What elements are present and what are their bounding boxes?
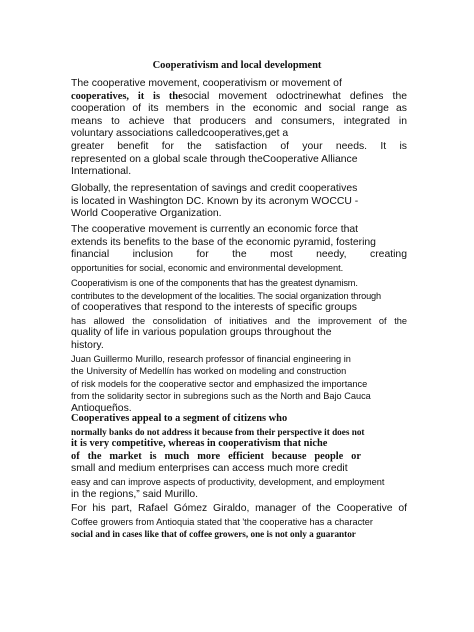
paragraph-6	[71, 503, 407, 541]
text-line: Antioqueños.	[71, 402, 132, 414]
text-line: greater benefit for the satisfaction of your needs. It is	[71, 140, 407, 152]
text-line: normally banks do not address it because from their perspective it does not	[71, 426, 365, 437]
text-line: Cooperativism is one of the components that has the greatest dynamism.	[71, 278, 358, 288]
text-line: Juan Guillermo Murillo, research professor of financial engineering in	[71, 353, 351, 364]
text-line: The cooperative movement is currently an economic force that	[71, 224, 359, 235]
text-line: Coffee growers from Antioquia stated that 'the cooperative has a character	[71, 516, 373, 527]
text-line: The cooperative movement, cooperativism or movement of	[71, 78, 342, 89]
text-line: has allowed the consolidation of initiatives and the improvement of the	[71, 315, 407, 326]
text-line: from the solidarity sector in subregions such as the North and Bajo Cauca	[71, 391, 371, 402]
text-line: For his part, Rafael Gómez Giraldo, manager of the Cooperative of	[71, 503, 407, 514]
text-line: financial inclusion for the most needy, creating	[71, 249, 407, 261]
text-line: social and in cases like that of coffee growers, one is not only a guarantor	[71, 529, 356, 540]
text-line: easy and can improve aspects of productivity, development, and employment	[71, 476, 385, 487]
text-line: of risk models for the cooperative sector and emphasized the importance	[71, 378, 368, 389]
text-line: World Cooperative Organization.	[71, 208, 222, 220]
text-line: is located in Washington DC. Known by its acronym WOCCU -	[71, 195, 359, 207]
text-line-bold-start: cooperatives, it is thesocial movement odoctrinewhat defines the	[71, 90, 408, 102]
paragraph-5	[71, 413, 407, 501]
text-line: extends its benefits to the base of the economic pyramid, fostering	[71, 236, 376, 248]
text-line: it is very competitive, whereas in cooperativism that niche	[71, 438, 328, 450]
text-line: in the regions,” said Murillo.	[71, 488, 199, 500]
text-line: voluntary associations calledcooperatives,get a	[71, 128, 289, 140]
text-line: the University of Medellín has worked on modeling and construction	[71, 366, 347, 377]
text-line: means to achieve that producers and consumers, integrated in	[71, 115, 407, 127]
paragraph-3	[71, 224, 407, 274]
text-line: Globally, the representation of savings and credit cooperatives	[71, 183, 358, 194]
paragraph-4	[71, 277, 407, 416]
paragraph-2	[71, 183, 407, 221]
text-line: opportunities for social, economic and environmental development.	[71, 262, 344, 273]
text-line: of cooperatives that respond to the interests of specific groups	[71, 302, 357, 314]
text-line: history.	[71, 339, 104, 351]
paragraph-1	[71, 78, 407, 179]
text-line: cooperation of its members in the economic and social range as	[71, 103, 407, 115]
text-line: International.	[71, 166, 132, 178]
text-line: represented on a global scale through theCooperative Alliance	[71, 153, 358, 165]
text-line: quality of life in various population groups throughout the	[71, 327, 332, 339]
text-line: contributes to the development of the localities. The social organization through	[71, 290, 381, 301]
text-line: small and medium enterprises can access much more credit	[71, 463, 348, 475]
text-line: of the market is much more efficient because people or	[71, 450, 361, 462]
text-line: Cooperatives appeal to a segment of citizens who	[71, 413, 288, 424]
document-title: Cooperativism and local development	[152, 60, 322, 71]
